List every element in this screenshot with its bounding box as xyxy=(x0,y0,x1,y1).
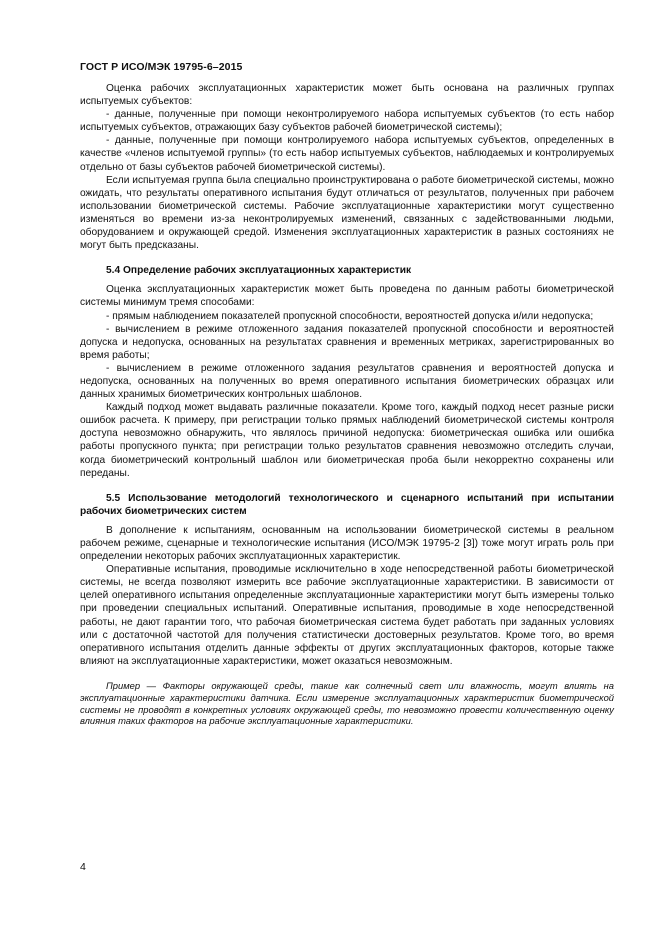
paragraph: Оценка эксплуатационных характеристик может быть проведена по данным работы биометрической системы минимум тремя способами: xyxy=(80,284,614,309)
bullet-item: - вычислением в режиме отложенного задания результатов сравнения и вероятностей допуска и недопуска, основанных на полученных во время оперативного испытания биометрических образцах или данных хранимых биометрических контрольных шаблонов. xyxy=(80,362,614,401)
page-content xyxy=(80,82,614,727)
page-header-standard: ГОСТ Р ИСО/МЭК 19795-6–2015 xyxy=(80,61,243,73)
paragraph: В дополнение к испытаниям, основанным на использовании биометрической системы в реальном рабочем режиме, сценарные и технологические испытания (ИСО/МЭК 19795-2 [3]) тоже могут играть роль при определении некоторых рабочих эксплуатационных характеристик. xyxy=(80,524,614,563)
paragraph: Каждый подход может выдавать различные показатели. Кроме того, каждый подход несет разные риски ошибок расчета. К примеру, при регистрации только прямых наблюдений биометрической системы контроля доступа невозможно обнаружить, что являлось причиной недопуска: биометрическая ошибка или ошибка работы пропускного пункта; при регистрации только результатов сравнения невозможно отследить случаи, когда биометрический контрольный шаблон или биометрическая проба были некорректно сохранены или переданы. xyxy=(80,402,614,479)
page-number: 4 xyxy=(80,861,86,873)
bullet-item: - вычислением в режиме отложенного задания показателей пропускной способности и вероятностей допуска и недопуска, основанных на результатах сравнения и временных метриках, зарегистрированных во время работы; xyxy=(80,323,614,361)
section-heading-5-5: 5.5 Использование методологий технологического и сценарного испытаний при испытании рабочих биометрических систем xyxy=(80,492,614,517)
paragraph: Если испытуемая группа была специально проинструктирована о работе биометрической системы, можно ожидать, что результаты оперативного испытания будут отличаться от результатов, полученных при рабочем использовании биометрической системы. Рабочие эксплуатационные характеристики могут существенно изменяться во времени из-за неконтролируемых изменений, связанных с задействованными людьми, оборудованием и окружающей средой. Изменения эксплуатационных характеристик в разных состояниях не могут быть предсказаны. xyxy=(80,174,614,252)
bullet-item: - прямым наблюдением показателей пропускной способности, вероятностей допуска и/или недопуска; xyxy=(106,310,594,322)
bullet-item: - данные, полученные при помощи контролируемого набора испытуемых субъектов, определенных в качестве «членов испытуемой группы» (то есть набор испытуемых субъектов, наблюдаемых и контролируемых отдельно от базы субъектов рабочей биометрической системы). xyxy=(80,135,614,173)
example-note: Пример — Факторы окружающей среды, такие как солнечный свет или влажность, могут влиять на эксплуатационные характеристики датчика. Если измерение эксплуатационных характеристик биометрической системы не проводят в конкретных условиях окружающей среды, то невозможно провести количественную оценку влияния таких факторов на рабочие эксплуатационные характеристики. xyxy=(80,679,614,727)
bullet-item: - данные, полученные при помощи неконтролируемого набора испытуемых субъектов (то есть набор испытуемых субъектов, отражающих базу субъектов рабочей биометрической системы); xyxy=(80,109,614,134)
paragraph: Оценка рабочих эксплуатационных характеристик может быть основана на различных группах испытуемых субъектов: xyxy=(80,83,614,108)
section-heading-5-4: 5.4 Определение рабочих эксплуатационных характеристик xyxy=(106,265,412,277)
paragraph: Оперативные испытания, проводимые исключительно в ходе непосредственной работы биометрической системы, не всегда позволяют измерить все рабочие эксплуатационные характеристики. В зависимости от целей оперативного испытания определенные эксплуатационные характеристики могут быть измерены только при проведении специальных испытаний. Оперативные испытания, проводимые в ходе непосредственной работы, не дают гарантии того, что рабочая биометрическая система будет работать при заданных условиях или с достаточной частотой для получения статистически достоверных результатов. Кроме того, во время оперативного испытания отделить данные эффекты от других эксплуатационных факторов, которые также влияют на эксплуатационные характеристики, может оказаться невозможным. xyxy=(80,564,614,667)
